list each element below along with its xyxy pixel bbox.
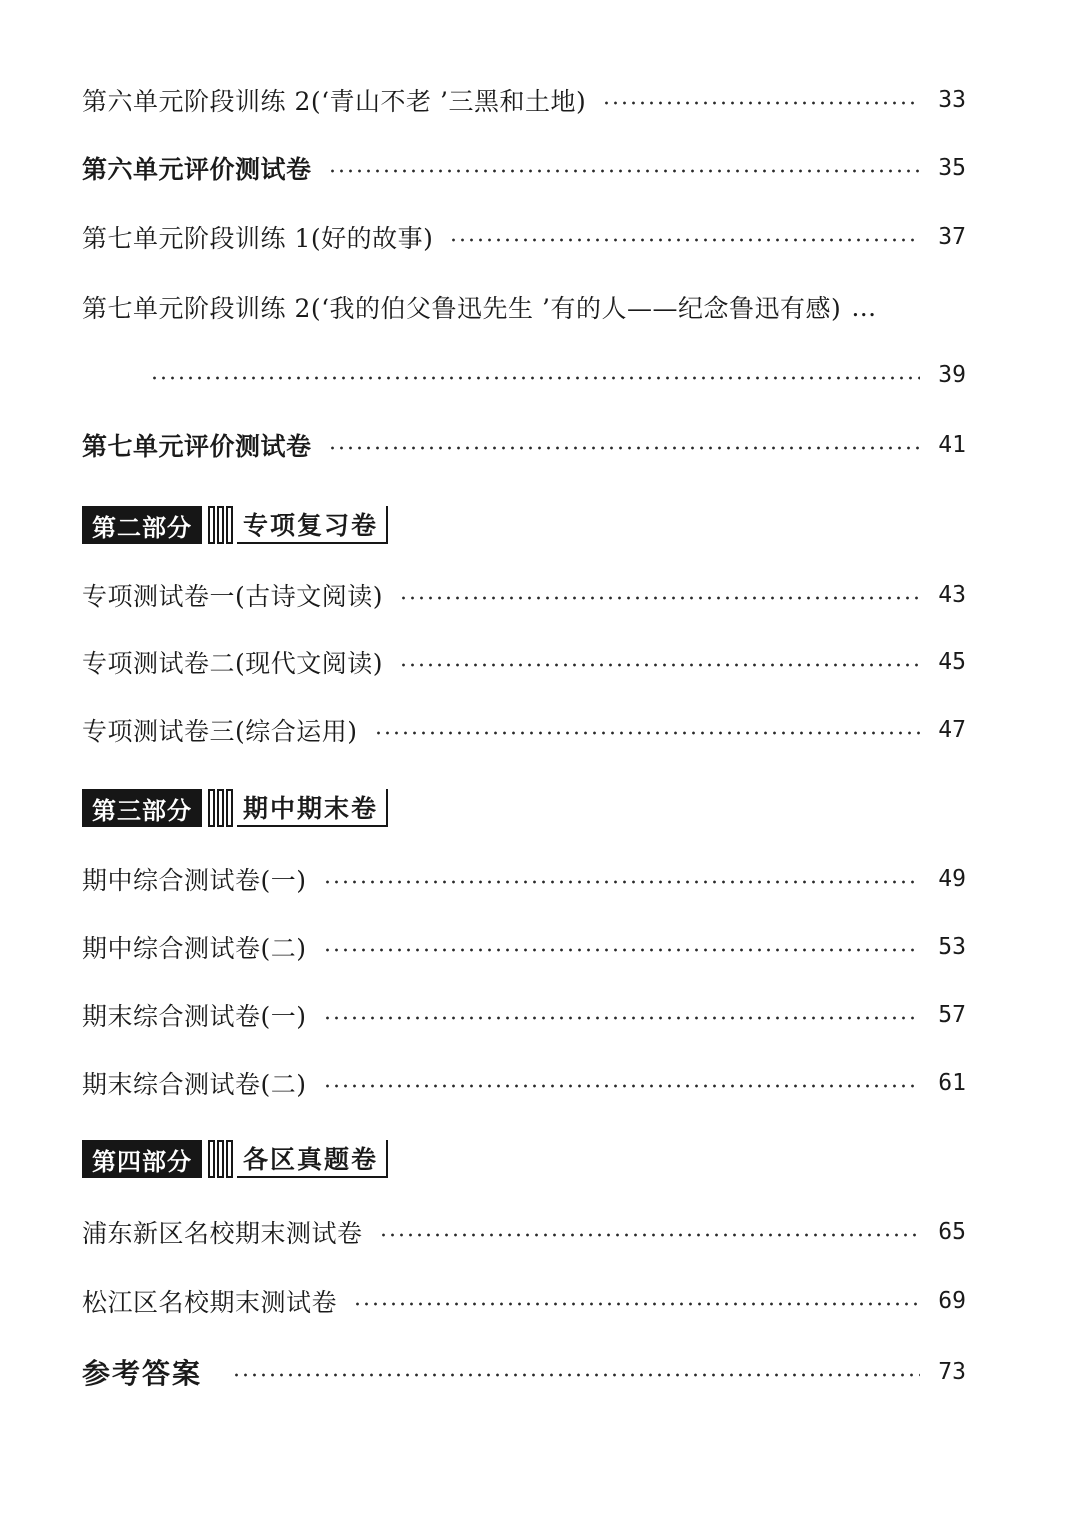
entry-title: 第六单元阶段训练 2(‘青山不老 ’三黑和土地) xyxy=(82,87,587,116)
toc-entry[interactable] xyxy=(82,927,966,967)
entry-title: 专项测试卷三(综合运用) xyxy=(82,717,358,746)
section-header-part2 xyxy=(82,506,388,544)
section-header-part3 xyxy=(82,789,388,827)
entry-title: 第七单元阶段训练 1(好的故事) xyxy=(82,224,434,253)
page-number: 65 xyxy=(938,1219,966,1245)
toc-entry[interactable] xyxy=(82,1212,966,1252)
page-number: 37 xyxy=(938,224,966,250)
entry-title: 专项测试卷一(古诗文阅读) xyxy=(82,582,384,611)
dot-leader xyxy=(323,880,920,884)
dot-leader xyxy=(374,731,920,735)
page-number: 53 xyxy=(938,934,966,960)
page-number: 41 xyxy=(938,432,966,458)
dot-leader xyxy=(323,1016,920,1020)
page-number: 33 xyxy=(938,87,966,113)
toc-entry[interactable] xyxy=(82,995,966,1035)
page-number: 39 xyxy=(938,362,966,388)
section-header-part4 xyxy=(82,1140,388,1178)
page-number: 43 xyxy=(938,582,966,608)
leader-trail: … xyxy=(851,292,879,322)
page-number: 57 xyxy=(938,1002,966,1028)
dot-leader xyxy=(323,948,920,952)
toc-entry[interactable] xyxy=(82,80,966,120)
toc-entry-first-line[interactable] xyxy=(82,287,966,327)
dot-leader xyxy=(353,1302,920,1306)
toc-entry[interactable] xyxy=(82,859,966,899)
entry-title: 参考答案 xyxy=(82,1357,203,1390)
dot-leader xyxy=(328,446,920,450)
entry-title: 浦东新区名校期末测试卷 xyxy=(82,1219,363,1248)
toc-entry-continuation[interactable] xyxy=(150,355,966,395)
dot-leader xyxy=(150,376,920,380)
entry-title: 松江区名校期末测试卷 xyxy=(82,1288,338,1317)
dot-leader xyxy=(323,1084,920,1088)
section-name: 专项复习卷 xyxy=(237,506,388,544)
bars-ornament-icon xyxy=(206,789,233,827)
bars-ornament-icon xyxy=(206,506,233,544)
page-number: 73 xyxy=(938,1359,966,1385)
entry-title: 期末综合测试卷(一) xyxy=(82,1002,307,1031)
entry-title: 期末综合测试卷(二) xyxy=(82,1070,307,1099)
entry-title: 第七单元阶段训练 2(‘我的伯父鲁迅先生 ’有的人——纪念鲁迅有感) xyxy=(82,294,842,323)
bars-ornament-icon xyxy=(206,1140,233,1178)
toc-entry[interactable] xyxy=(82,425,966,465)
toc-entry[interactable] xyxy=(82,642,966,682)
section-name: 各区真题卷 xyxy=(237,1140,388,1178)
section-name: 期中期末卷 xyxy=(237,789,388,827)
page-number: 47 xyxy=(938,717,966,743)
entry-title: 专项测试卷二(现代文阅读) xyxy=(82,649,384,678)
entry-title: 第六单元评价测试卷 xyxy=(82,155,312,184)
entry-title: 期中综合测试卷(二) xyxy=(82,934,307,963)
dot-leader xyxy=(328,169,920,173)
dot-leader xyxy=(399,663,920,667)
dot-leader xyxy=(399,596,920,600)
dot-leader xyxy=(379,1233,920,1237)
section-label: 第四部分 xyxy=(82,1140,202,1178)
toc-entry[interactable] xyxy=(82,1281,966,1321)
toc-entry[interactable] xyxy=(82,1063,966,1103)
dot-leader xyxy=(449,238,920,242)
page-number: 69 xyxy=(938,1288,966,1314)
page-number: 61 xyxy=(938,1070,966,1096)
page-number: 35 xyxy=(938,155,966,181)
dot-leader xyxy=(232,1373,920,1377)
toc-entry[interactable] xyxy=(82,710,966,750)
toc-entry[interactable] xyxy=(82,148,966,188)
dot-leader xyxy=(602,101,920,105)
toc-entry[interactable] xyxy=(82,575,966,615)
toc-entry-answers[interactable] xyxy=(82,1352,966,1392)
section-label: 第二部分 xyxy=(82,506,202,544)
entry-title: 期中综合测试卷(一) xyxy=(82,866,307,895)
page-number: 49 xyxy=(938,866,966,892)
section-label: 第三部分 xyxy=(82,789,202,827)
entry-title: 第七单元评价测试卷 xyxy=(82,432,312,461)
page-number: 45 xyxy=(938,649,966,675)
toc-entry[interactable] xyxy=(82,217,966,257)
